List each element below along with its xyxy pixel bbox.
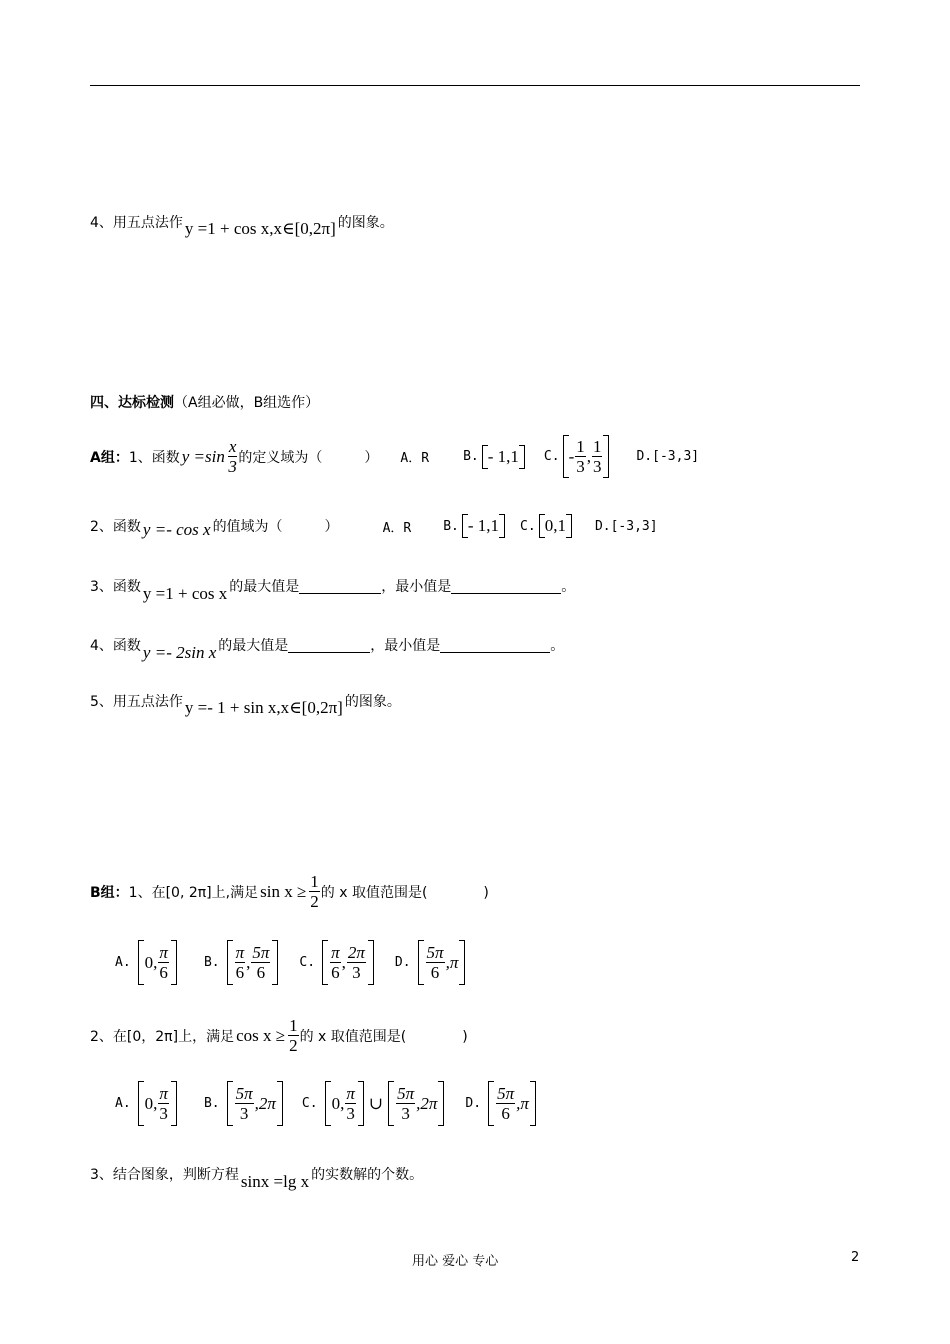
b3-suffix: 的实数解的个数。 — [311, 1167, 424, 1183]
b2-option-b-den: 3 — [239, 1104, 249, 1123]
header-rule — [90, 85, 860, 86]
b1-option-b-frac2 — [251, 944, 270, 981]
b2-option-c-frac1 — [345, 1085, 356, 1122]
b1-option-a-start: 0, — [144, 952, 158, 972]
a1-option-b-value: - 1,1 — [487, 446, 519, 466]
a4-formula: y =- 2sin x — [142, 643, 217, 662]
a3-min-label: ，最小值是 — [381, 579, 452, 595]
b2-option-a-start: 0, — [144, 1093, 158, 1113]
b1-option-a-frac — [158, 944, 169, 981]
b2-option-d-end: ,π — [516, 1093, 529, 1113]
a4-text: 4、函数 — [90, 638, 141, 654]
section-title: 四、达标检测 — [90, 395, 174, 411]
b2-option-c-second — [388, 1081, 444, 1126]
a3-end: 。 — [561, 579, 576, 595]
group-a-q2 — [90, 512, 658, 540]
b1-option-b: $\frac{\pi}{6}$ , $\frac{5\pi}{6}$ — [227, 940, 279, 985]
a3-max-blank[interactable] — [299, 579, 381, 594]
a5-suffix: 的图象。 — [344, 694, 401, 710]
a1-option-c-label: C. — [543, 449, 560, 464]
b1-option-b-num1: π — [235, 943, 245, 962]
a4-max-blank[interactable] — [288, 638, 370, 653]
b1-option-b-den2: 6 — [256, 963, 266, 982]
a2-option-b-interval — [462, 514, 505, 538]
b2-suffix: 的 x 取值范围是( ) — [299, 1028, 468, 1045]
b1-option-d-den: 6 — [430, 963, 440, 982]
b1-option-b-num2: 5π — [252, 943, 270, 962]
b1-option-c-num2: 2π — [347, 943, 365, 962]
b1-option-b-frac1 — [235, 944, 246, 981]
b1-option-b-label: B. — [203, 955, 220, 970]
b1-option-c-frac1 — [330, 944, 341, 981]
b1-option-c-label: C. — [299, 955, 316, 970]
b2-half-den: 2 — [289, 1036, 298, 1055]
a3-text: 3、函数 — [90, 579, 141, 595]
group-b-q1 — [90, 873, 489, 910]
b2-option-c-label: C. — [301, 1096, 318, 1111]
a2-option-c-value: 0,1 — [544, 516, 566, 535]
item-4-suffix: 的图象。 — [337, 215, 394, 231]
item-4-line — [90, 205, 394, 239]
a2-option-b-value: - 1,1 — [467, 516, 500, 535]
b2-option-a-den: 3 — [159, 1104, 168, 1123]
b2-half-num: 1 — [289, 1016, 298, 1035]
b1-option-a — [138, 940, 177, 985]
b1-option-a-label: A. — [115, 955, 131, 970]
b1-option-d-label: D. — [394, 955, 411, 970]
group-a-q3 — [90, 568, 575, 604]
a2-option-c-interval — [539, 514, 572, 538]
b1-option-c-den1: 6 — [331, 963, 340, 982]
group-a-label: A组： — [90, 449, 129, 466]
a5-text: 5、用五点法作 — [90, 694, 183, 710]
group-a-q1 — [90, 435, 699, 478]
b2-option-c-den2: 3 — [401, 1104, 410, 1123]
a3-formula: y =1 + cos x — [142, 584, 228, 603]
a1-text: 1、函数 — [128, 449, 180, 466]
b2-option-c-den1: 3 — [346, 1104, 355, 1123]
b2-option-c-start: 0, — [331, 1093, 345, 1113]
b2-option-a — [138, 1081, 177, 1126]
b1-option-b-den1: 6 — [235, 963, 245, 982]
item-4-formula: y =1 + cos x,x∈[0,2π] — [184, 219, 336, 238]
b1-half — [309, 873, 320, 910]
b1-option-d-num: 5π — [426, 943, 444, 962]
a2-suffix: 的值域为（ ） — [212, 519, 339, 535]
b2-option-c-first — [325, 1081, 364, 1126]
a1-frac-num: x — [228, 437, 237, 456]
b2-option-d-frac — [496, 1085, 515, 1122]
a4-end: 。 — [550, 638, 565, 654]
a1-option-c-minus: - — [568, 446, 575, 466]
a1-option-c-den2: 3 — [592, 457, 602, 476]
a1-option-c-frac1 — [575, 438, 586, 475]
section-heading — [90, 392, 319, 412]
b2-option-b-end: ,2π — [254, 1093, 276, 1113]
group-a-q5 — [90, 684, 401, 718]
b2-option-c-end: ,2π — [416, 1093, 438, 1113]
b1-options — [115, 940, 468, 985]
group-a-q4 — [90, 627, 564, 663]
a1-option-c-den1: 3 — [576, 457, 585, 476]
b1-half-num: 1 — [310, 872, 319, 891]
a3-max-label: 的最大值是 — [229, 579, 300, 595]
b2-option-b-label: B. — [203, 1096, 220, 1111]
b2-option-d-num: 5π — [497, 1084, 515, 1103]
b2-option-d-label: D. — [465, 1096, 482, 1111]
a1-formula: y =sin — [181, 446, 225, 466]
group-b-q3 — [90, 1156, 423, 1192]
b1-half-den: 2 — [310, 892, 319, 911]
a4-min-blank[interactable] — [440, 638, 550, 653]
b1-option-c-frac2 — [347, 944, 366, 981]
a1-option-c-interval: - $\frac{1}{3}$ , $\frac{1}{3}$ — [563, 435, 610, 478]
item-4-text: 4、用五点法作 — [90, 215, 183, 231]
b1-suffix: 的 x 取值范围是( ) — [320, 884, 489, 901]
b1-option-c-den2: 3 — [352, 963, 361, 982]
a1-frac-den: 3 — [228, 457, 237, 476]
b2-option-c-frac2 — [396, 1085, 415, 1122]
a2-option-c-label: C. — [520, 518, 536, 534]
a3-min-blank[interactable] — [451, 579, 561, 594]
a1-option-c-frac2 — [592, 438, 603, 475]
a1-option-b-interval — [482, 445, 525, 469]
b2-option-a-frac — [158, 1085, 169, 1122]
b1-formula: sin x ≥ — [260, 881, 307, 901]
a1-option-c-num1: 1 — [576, 437, 585, 456]
b3-text: 3、结合图象，判断方程 — [90, 1167, 239, 1183]
b2-option-d — [488, 1081, 536, 1126]
b2-option-a-num: π — [159, 1084, 168, 1103]
b1-option-d-end: ,π — [445, 952, 459, 972]
a5-formula: y =- 1 + sin x,x∈[0,2π] — [184, 698, 343, 717]
b2-option-a-label: A. — [115, 1096, 131, 1111]
b1-text: 1、在[0, 2π]上,满足 — [128, 884, 259, 901]
a2-text: 2、函数 — [90, 519, 141, 535]
footer-slogan: 用心 爱心 专心 — [412, 1254, 499, 1269]
b3-formula: sinx =lg x — [240, 1172, 310, 1191]
b2-option-b — [227, 1081, 283, 1126]
a1-suffix: 的定义域为（ ） — [238, 449, 379, 466]
b2-option-b-num: 5π — [235, 1084, 253, 1103]
a1-fraction — [228, 438, 238, 475]
a1-option-d: D.[-3,3] — [636, 449, 700, 464]
b2-option-d-den: 6 — [501, 1104, 510, 1123]
b2-text: 2、在[0，2π]上，满足 — [90, 1028, 235, 1045]
b1-option-a-den: 6 — [159, 963, 168, 982]
b2-option-c-num1: π — [346, 1084, 355, 1103]
a1-option-b-label: B. — [463, 449, 479, 464]
b2-option-c-union: ∪ — [368, 1093, 384, 1113]
a4-max-label: 的最大值是 — [218, 638, 289, 654]
a2-option-a: A．R — [382, 520, 412, 536]
a2-formula: y =- cos x — [142, 520, 211, 539]
a1-option-c-num2: 1 — [592, 437, 602, 456]
group-b-q2 — [90, 1017, 468, 1054]
b1-option-d — [418, 940, 466, 985]
group-b-label: B组： — [90, 884, 129, 901]
b2-half — [288, 1017, 299, 1054]
b2-formula: cos x ≥ — [236, 1025, 286, 1045]
a4-min-label: ，最小值是 — [370, 638, 441, 654]
a2-option-d: D.[-3,3] — [594, 518, 658, 534]
b1-option-d-frac — [426, 944, 445, 981]
b1-option-c: $\frac{\pi}{6}$ , $\frac{2\pi}{3}$ — [322, 940, 374, 985]
b1-option-a-num: π — [159, 943, 168, 962]
a2-option-b-label: B. — [443, 518, 459, 534]
a1-option-a: A．R — [400, 451, 430, 466]
b2-option-b-frac — [235, 1085, 254, 1122]
b2-options — [115, 1081, 539, 1126]
page-number: 2 — [851, 1250, 860, 1265]
b1-option-c-num1: π — [331, 943, 340, 962]
section-note: （A组必做，B组选作） — [174, 395, 320, 411]
b2-option-c-num2: 5π — [397, 1084, 415, 1103]
